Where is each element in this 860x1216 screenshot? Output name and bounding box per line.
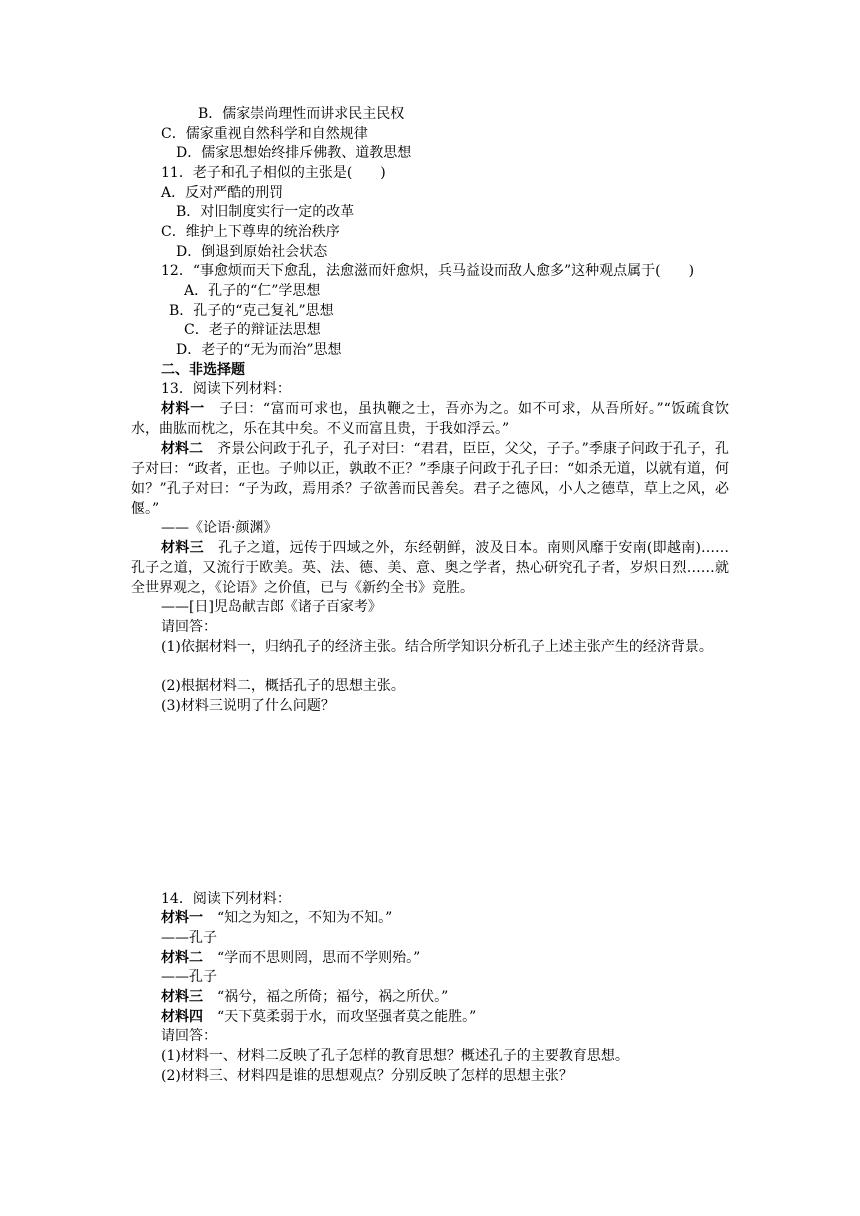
q12-option-d: D．老子的“无为而治”思想 [176, 342, 342, 358]
q11-option-b: B．对旧制度实行一定的改革 [176, 204, 355, 220]
q11-option-a: A．反对严酷的刑罚 [161, 185, 284, 201]
q13-answer-2: (2)根据材料二，概括孔子的思想主张。 [161, 678, 405, 694]
q14-source-1: ——孔子 [161, 930, 217, 946]
material-label: 材料三 [161, 989, 203, 1005]
material-text: 齐景公问政于孔子，孔子对曰：“君君，臣臣，父父，子子。”季康子问政于孔子，孔子对曰：“政者，正也。子帅以正，孰敢不正？”季康子问政于孔子曰：“如杀无道，以就有道，何如？”孔子对曰：“子为政，焉用杀？子欲善而民善矣。君子之德风，小人之德草，草上之风，必偃。” [131, 441, 730, 517]
q14-answer-1: (1)材料一、材料二反映了孔子怎样的教育思想？概述孔子的主要教育思想。 [161, 1048, 629, 1064]
material-text: 子曰：“富而可求也，虽执鞭之士，吾亦为之。如不可求，从吾所好。”“饭疏食饮水，曲肱而枕之，乐在其中矣。不义而富且贵，于我如浮云。” [131, 401, 729, 437]
q13-source-2: ——《论语·颜渊》 [161, 520, 278, 536]
material-text: “知之为知之，不知为不知。” [203, 910, 393, 926]
q14-answer-2: (2)材料三、材料四是谁的思想观点？分别反映了怎样的思想主张？ [161, 1068, 573, 1084]
q10-option-d: D．儒家思想始终排斥佛教、道教思想 [176, 145, 412, 161]
q13-intro: 13．阅读下列材料： [161, 381, 291, 397]
material-text: 孔子之道，远传于四域之外，东经朝鲜，波及日本。南则风靡于安南(即越南)……孔子之道，又流行于欧美。英、法、德、美、意、奥之学者，热心研究孔子者，岁炽日烈……就全世界观之，《论语》之价值，已与《新约全书》竞胜。 [131, 540, 730, 596]
q13-ask: 请回答： [161, 619, 217, 635]
q11-option-c: C．维护上下尊卑的统治秩序 [161, 224, 340, 240]
q14-material-3 [161, 987, 448, 1007]
material-text: “祸兮，福之所倚；福兮，祸之所伏。” [203, 989, 449, 1005]
material-text: “学而不思则罔，思而不学则殆。” [203, 950, 421, 966]
q12-option-a: A．孔子的“仁”学思想 [184, 283, 321, 299]
q14-material-2 [161, 948, 420, 968]
q13-answer-1: (1)依据材料一，归纳孔子的经济主张。结合所学知识分析孔子上述主张产生的经济背景。 [161, 639, 713, 655]
q14-ask: 请回答： [161, 1028, 217, 1044]
q13-material-3 [131, 538, 729, 598]
q11-option-d: D．倒退到原始社会状态 [176, 244, 328, 260]
material-label: 材料二 [161, 950, 203, 966]
q14-material-4 [161, 1007, 476, 1027]
material-label: 材料三 [161, 540, 204, 556]
q14-intro: 14．阅读下列材料： [161, 891, 291, 907]
material-label: 材料二 [161, 441, 204, 457]
material-text: “天下莫柔弱于水，而攻坚强者莫之能胜。” [203, 1009, 477, 1025]
q12-stem: 12．“事愈烦而天下愈乱，法愈滋而奸愈炽，兵马益设而敌人愈多”这种观点属于( ) [161, 263, 695, 279]
material-label: 材料一 [161, 401, 205, 417]
material-label: 材料四 [161, 1009, 203, 1025]
q11-stem: 11．老子和孔子相似的主张是( ) [161, 165, 386, 181]
material-label: 材料一 [161, 910, 203, 926]
q10-option-b: B．儒家崇尚理性而讲求民主民权 [198, 106, 405, 122]
q13-material-1 [131, 399, 729, 439]
q12-option-b: B．孔子的“克己复礼”思想 [169, 303, 334, 319]
q13-source-3: ——[日]児岛献吉郎《诸子百家考》 [161, 599, 382, 615]
q12-option-c: C．老子的辩证法思想 [184, 322, 321, 338]
q10-option-c: C．儒家重视自然科学和自然规律 [161, 126, 368, 142]
q14-source-2: ——孔子 [161, 969, 217, 985]
q13-material-2 [131, 439, 729, 519]
q13-answer-3: (3)材料三说明了什么问题？ [161, 698, 335, 714]
q14-material-1 [161, 908, 392, 928]
section-heading: 二、非选择题 [161, 362, 245, 378]
